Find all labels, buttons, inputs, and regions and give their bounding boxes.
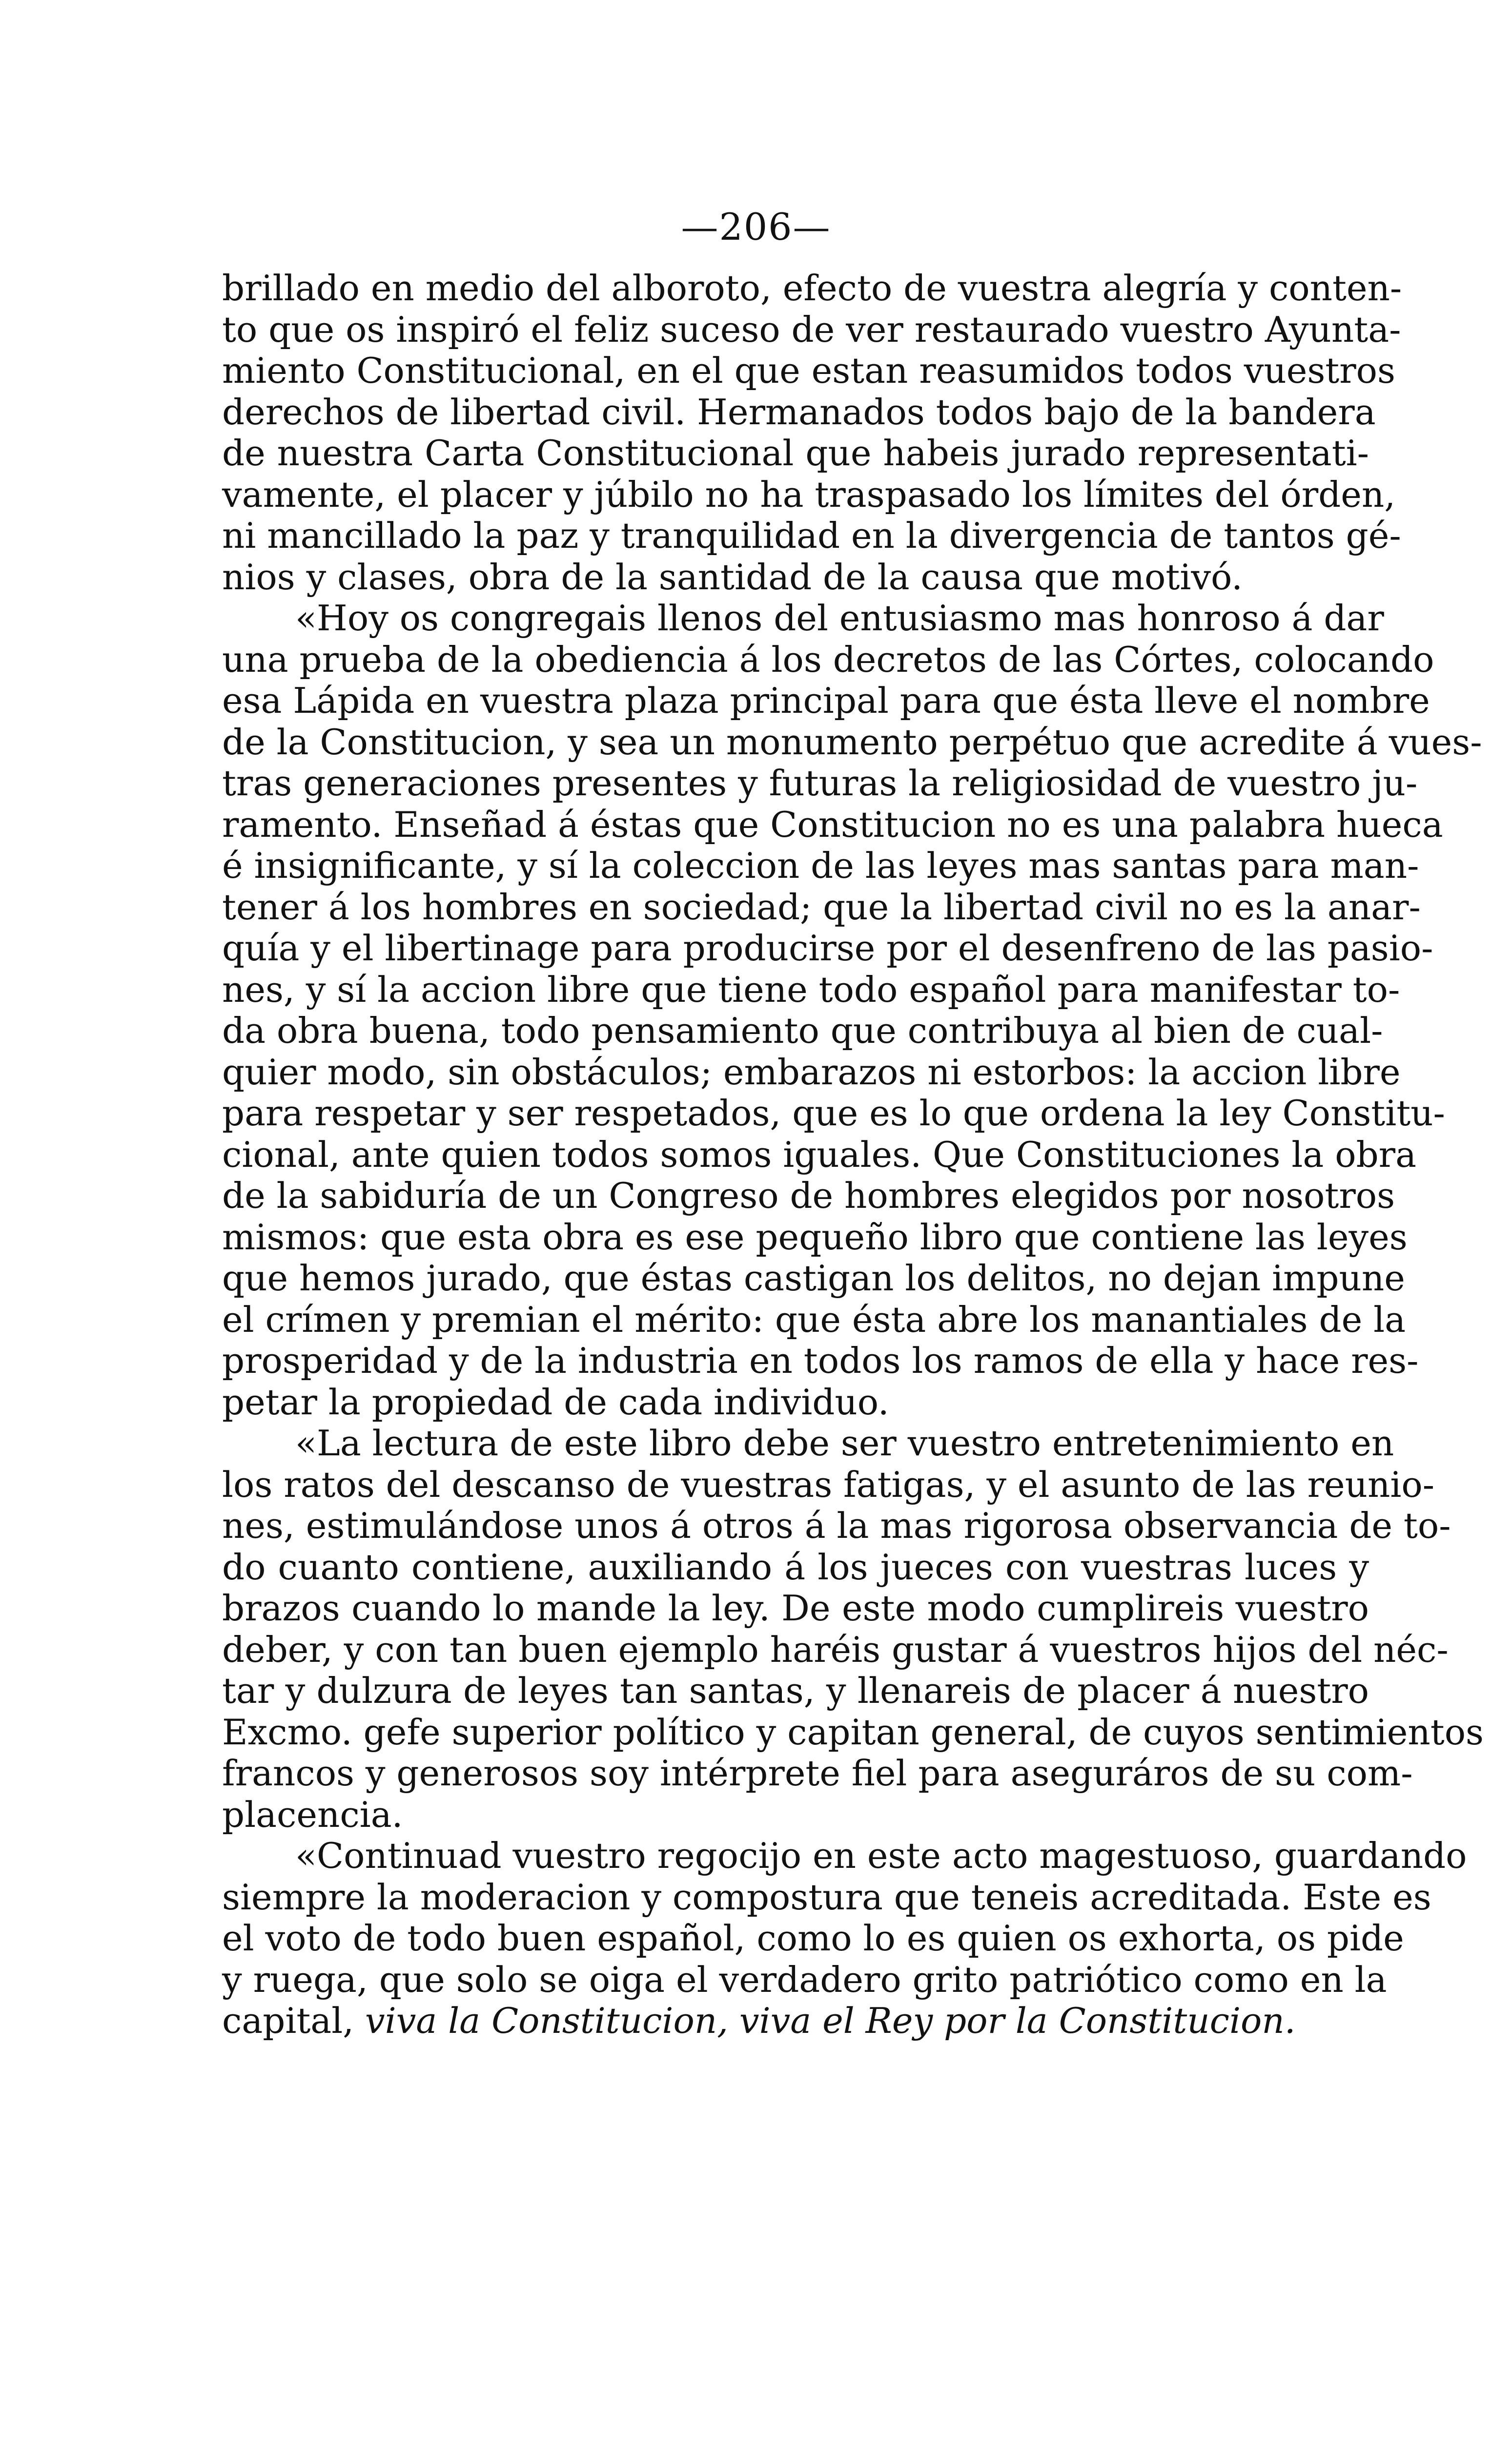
- text-line: esa Lápida en vuestra plaza principal para que ésta lleve el nombre: [222, 680, 1430, 721]
- final-line-lead: capital,: [222, 2000, 366, 2041]
- body-text: [222, 268, 1484, 2042]
- text-line: é insignificante, y sí la coleccion de las leyes mas santas para man-: [222, 845, 1419, 886]
- text-line: nios y clases, obra de la santidad de la causa que motivó.: [222, 556, 1243, 598]
- text-line: prosperidad y de la industria en todos los ramos de ella y hace res-: [222, 1340, 1419, 1381]
- text-line: de nuestra Carta Constitucional que habeis jurado representati-: [222, 433, 1369, 474]
- text-line: que hemos jurado, que éstas castigan los delitos, no dejan impune: [222, 1258, 1405, 1299]
- text-line: nes, y sí la accion libre que tiene todo español para manifestar to-: [222, 969, 1400, 1010]
- text-line: da obra buena, todo pensamiento que contribuya al bien de cual-: [222, 1010, 1383, 1051]
- text-line: francos y generosos soy intérprete fiel para aseguráros de su com-: [222, 1753, 1413, 1794]
- text-line: brillado en medio del alboroto, efecto de vuestra alegría y conten-: [222, 268, 1402, 309]
- text-line-final: [222, 2000, 1369, 2042]
- text-line: el voto de todo buen español, como lo es quien os exhorta, os pide: [222, 1918, 1404, 1959]
- text-line: siempre la moderacion y compostura que teneis acreditada. Este es: [222, 1876, 1431, 1918]
- text-line: quía y el libertinage para producirse por el desenfreno de las pasio-: [222, 928, 1433, 969]
- text-line: tar y dulzura de leyes tan santas, y llenareis de placer á nuestro: [222, 1670, 1369, 1711]
- text-line: los ratos del descanso de vuestras fatigas, y el asunto de las reunio-: [222, 1464, 1435, 1505]
- text-line: tener á los hombres en sociedad; que la libertad civil no es la anar-: [222, 886, 1421, 928]
- text-line: el crímen y premian el mérito: que ésta abre los manantiales de la: [222, 1299, 1406, 1340]
- text-line: nes, estimulándose unos á otros á la mas rigorosa observancia de to-: [222, 1505, 1451, 1546]
- text-line: vamente, el placer y júbilo no ha traspasado los límites del órden,: [222, 474, 1396, 515]
- text-line: «La lectura de este libro debe ser vuestro entretenimiento en: [295, 1423, 1394, 1464]
- text-line: de la Constitucion, y sea un monumento perpétuo que acredite á vues-: [222, 721, 1482, 763]
- paragraph: [222, 268, 1402, 598]
- text-line: mismos: que esta obra es ese pequeño libro que contiene las leyes: [222, 1216, 1408, 1258]
- text-line: do cuanto contiene, auxiliando á los jueces con vuestras luces y: [222, 1546, 1369, 1588]
- text-line: placencia.: [222, 1794, 403, 1835]
- page-number: —206—: [681, 205, 831, 248]
- paragraph: [222, 598, 1482, 1423]
- paragraph: [222, 1423, 1484, 1835]
- text-line: tras generaciones presentes y futuras la religiosidad de vuestro ju-: [222, 763, 1418, 804]
- text-line: «Continuad vuestro regocijo en este acto magestuoso, guardando: [295, 1835, 1467, 1876]
- text-line: miento Constitucional, en el que estan reasumidos todos vuestros: [222, 350, 1395, 391]
- text-line: «Hoy os congregais llenos del entusiasmo mas honroso á dar: [295, 598, 1384, 639]
- final-line-italic: viva la Constitucion, viva el Rey por la Constitucion.: [365, 2000, 1296, 2041]
- text-line: quier modo, sin obstáculos; embarazos ni estorbos: la accion libre: [222, 1051, 1401, 1093]
- text-line: ramento. Enseñad á éstas que Constitucion no es una palabra hueca: [222, 804, 1443, 845]
- text-line: brazos cuando lo mande la ley. De este modo cumplireis vuestro: [222, 1588, 1369, 1629]
- text-line: to que os inspiró el feliz suceso de ver restaurado vuestro Ayunta-: [222, 309, 1401, 350]
- text-line: Excmo. gefe superior político y capitan general, de cuyos sentimientos: [222, 1711, 1484, 1753]
- text-line: petar la propiedad de cada individuo.: [222, 1381, 889, 1423]
- paragraph: [222, 1835, 1467, 2042]
- text-line: una prueba de la obediencia á los decretos de las Córtes, colocando: [222, 639, 1434, 680]
- text-line: y ruega, que solo se oiga el verdadero grito patriótico como en la: [222, 1959, 1387, 2000]
- text-line: para respetar y ser respetados, que es lo que ordena la ley Constitu-: [222, 1093, 1445, 1134]
- text-line: de la sabiduría de un Congreso de hombres elegidos por nosotros: [222, 1175, 1395, 1216]
- text-line: ni mancillado la paz y tranquilidad en la divergencia de tantos gé-: [222, 515, 1401, 556]
- text-line: cional, ante quien todos somos iguales. Que Constituciones la obra: [222, 1134, 1417, 1175]
- text-line: derechos de libertad civil. Hermanados todos bajo de la bandera: [222, 391, 1376, 433]
- text-line: deber, y con tan buen ejemplo haréis gustar á vuestros hijos del néc-: [222, 1629, 1449, 1670]
